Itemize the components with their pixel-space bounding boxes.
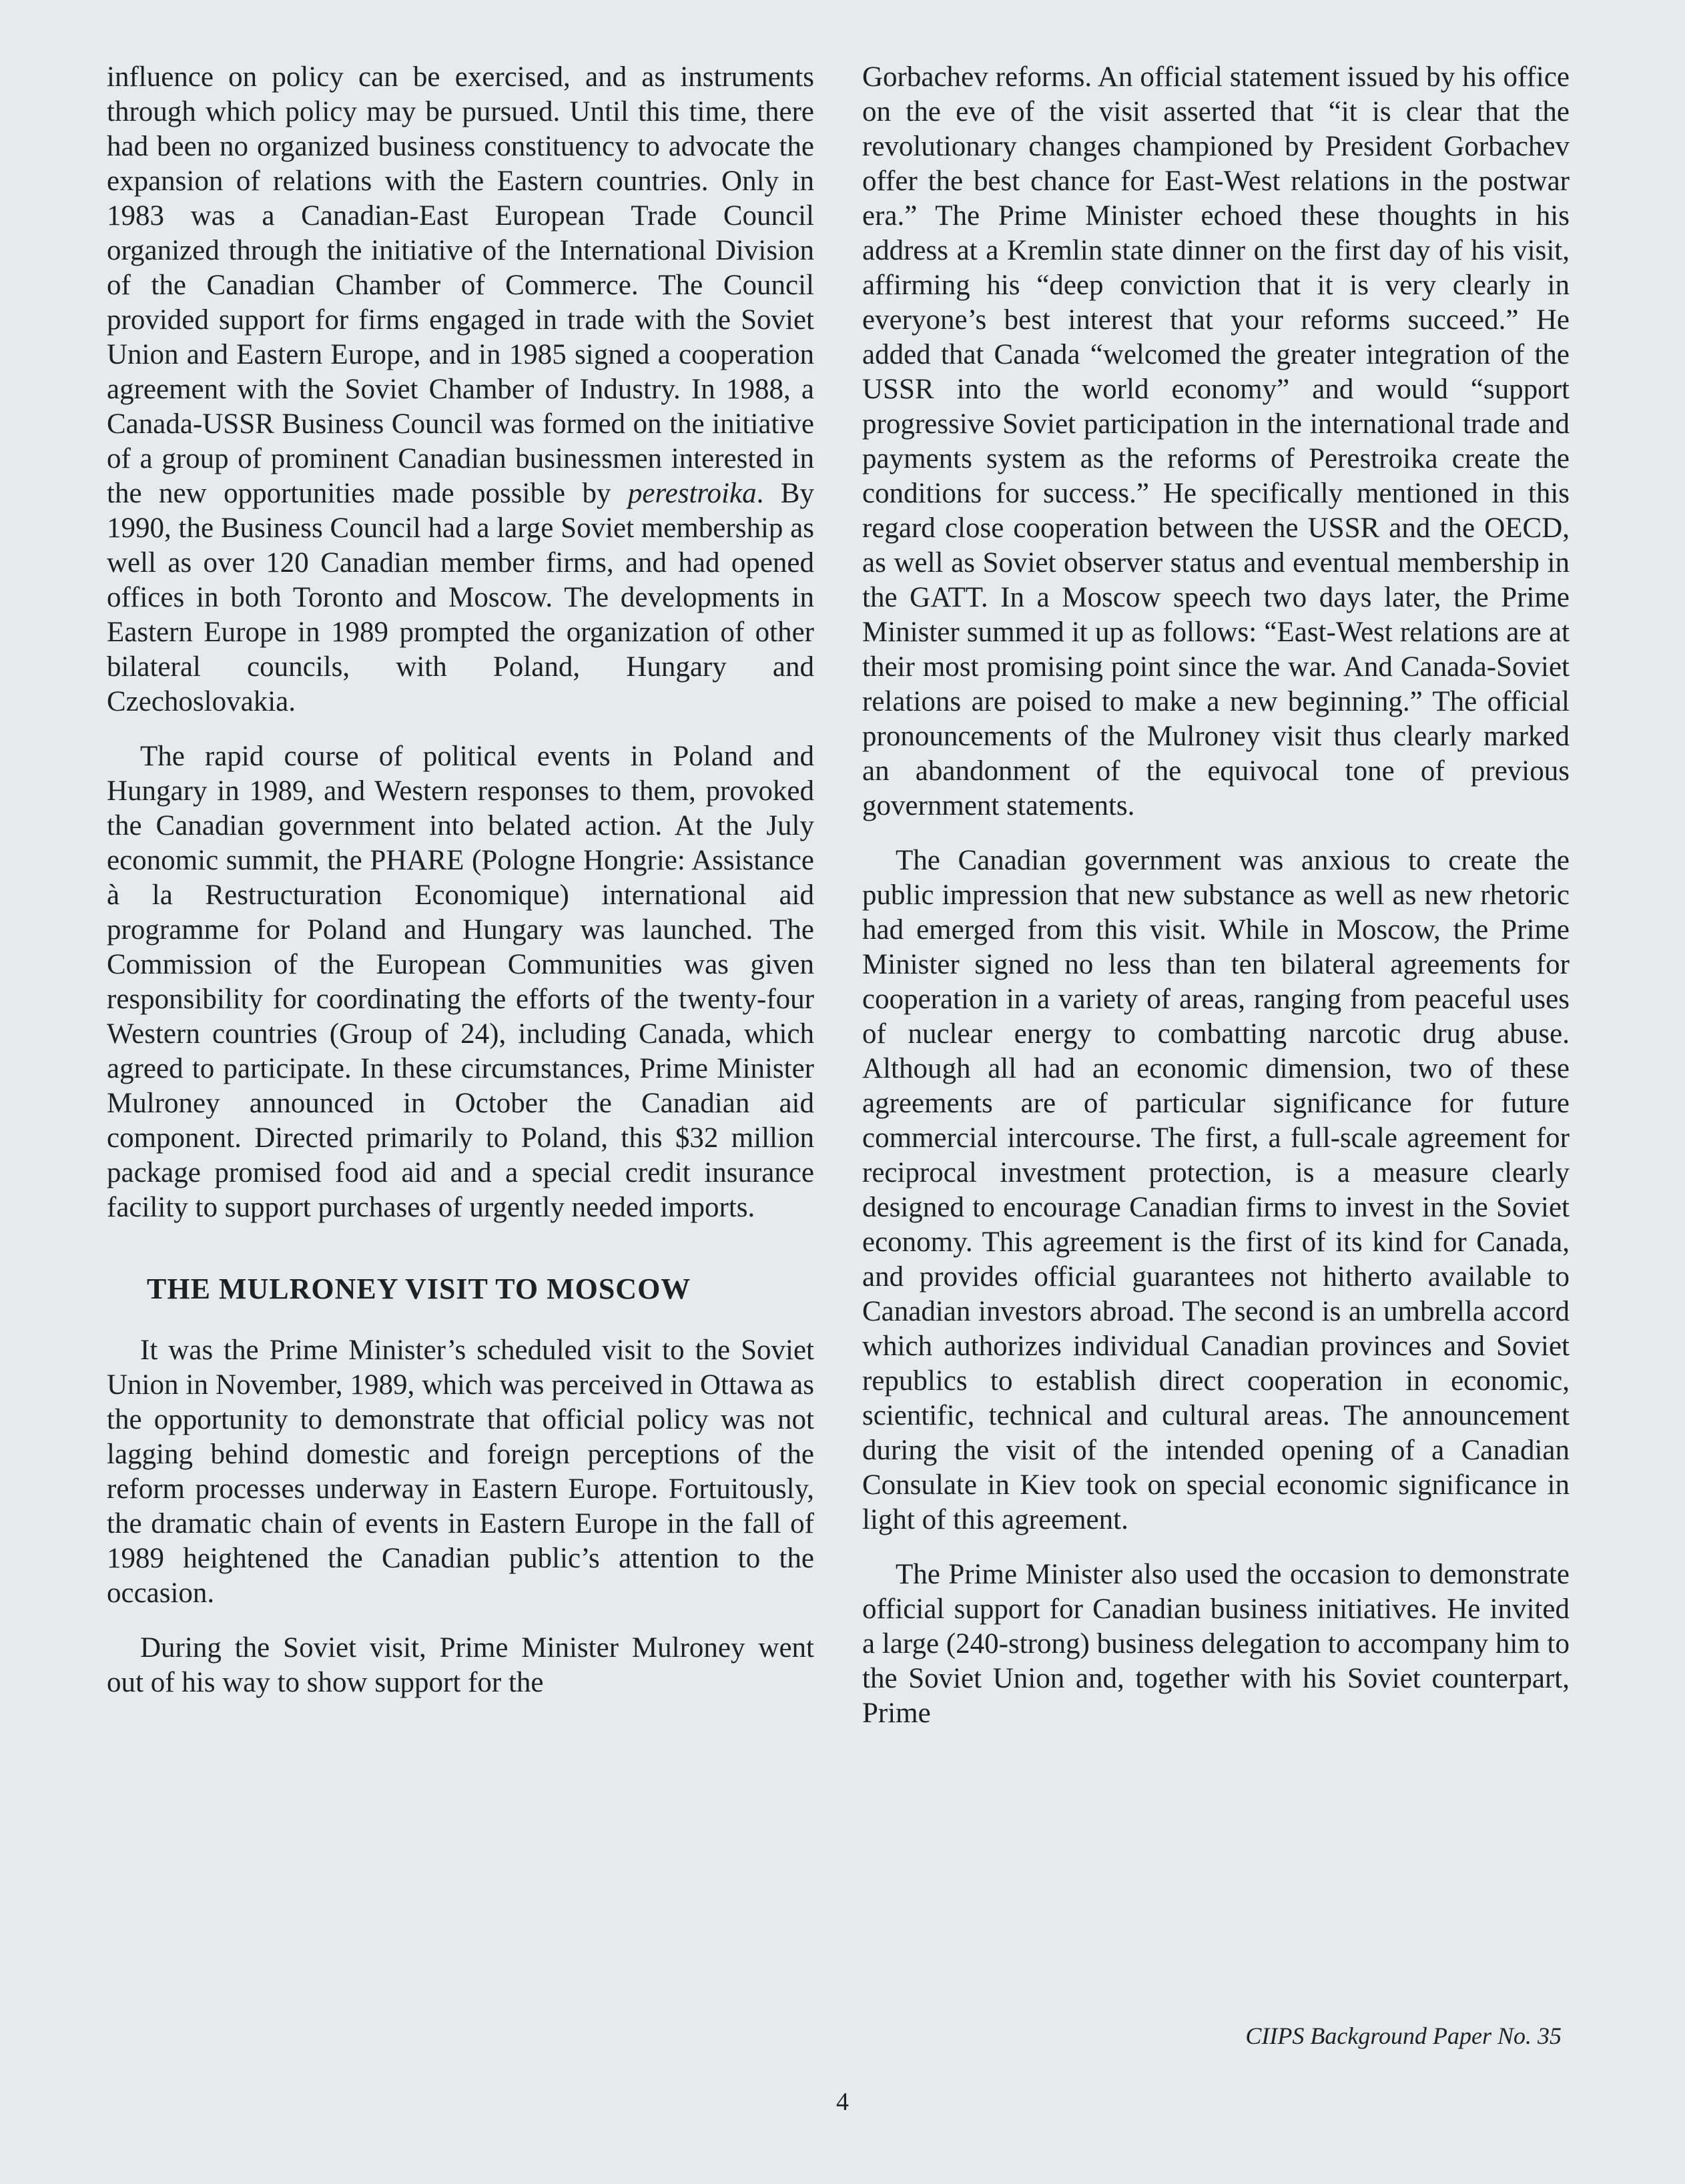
paragraph: It was the Prime Minister’s scheduled visit to the Soviet Union in November, 1989, which was perceived in Ottawa as the opportunity to demonstrate that official policy was not lagging behind domestic and foreign perceptions of the reform processes underway in Eastern Europe. Fortuitously, the dramatic chain of events in Eastern Europe in the fall of 1989 heightened the Canadian public’s attention to the occasion. [107,1335,814,1609]
italic-term: perestroika [627,478,757,509]
paragraph: The Canadian government was anxious to create the public impression that new substance as well as new rhetoric had emerged from this visit. While in Moscow, the Prime Minister signed no less than ten bilateral agreements for cooperation in a variety of areas, ranging from peaceful uses of nuclear energy to combatting narcotic drug abuse. Although all had an economic dimension, two of these agreements are of particular significance for future commercial intercourse. The first, a full-scale agreement for reciprocal investment protection, is a measure clearly designed to encourage Canadian firms to invest in the Soviet economy. This agreement is the first of its kind for Canada, and provides official guarantees not hitherto available to Canadian investors abroad. The second is an umbrella accord which authorizes individual Canadian provinces and Soviet republics to establish direct cooperation in economic, scientific, technical and cultural areas. The announcement during the visit of the intended opening of a Canadian Consulate in Kiev took on special economic significance in light of this agreement. [862,845,1570,1535]
paragraph: During the Soviet visit, Prime Minister Mulroney went out of his way to show support for the [107,1632,814,1698]
section-heading: THE MULRONEY VISIT TO MOSCOW [147,1272,691,1305]
page-number: 4 [836,2088,849,2116]
paragraph: The rapid course of political events in Poland and Hungary in 1989, and Western responses to them, provoked the Canadian government into belated action. At the July economic summit, the PHARE (Pologne Hongrie: Assistance à la Restructuration Economique) international aid programme for Poland and Hungary was launched. The Commission of the European Communities was given responsibility for coordinating the efforts of the twenty-four Western countries (Group of 24), including Canada, which agreed to participate. In these circumstances, Prime Minister Mulroney announced in October the Canadian aid component. Directed primarily to Poland, this $32 million package promised food aid and a special credit insurance facility to support purchases of urgently needed imports. [107,741,814,1223]
left-column [107,60,814,1720]
series-reference: CIIPS Background Paper No. 35 [1245,2023,1562,2049]
right-column [862,60,1570,1751]
paragraph: The Prime Minister also used the occasion to demonstrate official support for Canadian business initiatives. He invited a large (240-strong) business delegation to accompany him to the Soviet Union and, together with his Soviet counterpart, Prime [862,1559,1570,1729]
paragraph-text: influence on policy can be exercised, and as instruments through which policy may be pursued. Until this time, there had been no organized business constituency to advocate the expansion of relations with the Eastern countries. Only in 1983 was a Canadian-East European Trade Council organized through the initiative of the International Division of the Canadian Chamber of Commerce. The Council provided support for firms engaged in trade with the Soviet Union and Eastern Europe, and in 1985 signed a cooperation agreement with the Soviet Chamber of Industry. In 1988, a Canada-USSR Business Council was formed on the initiative of a group of prominent Canadian businessmen interested in the new opportunities made possible by [107,61,814,509]
paragraph-text: . By 1990, the Business Council had a large Soviet membership as well as over 120 Canadian member firms, and had opened offices in both Toronto and Moscow. The developments in Eastern Europe in 1989 prompted the organization of other bilateral councils, with Poland, Hungary and Czechoslovakia. [107,478,814,717]
paragraph: Gorbachev reforms. An official statement issued by his office on the eve of the visit asserted that “it is clear that the revolutionary changes championed by President Gorbachev offer the best chance for East-West relations in the postwar era.” The Prime Minister echoed these thoughts in his address at a Kremlin state dinner on the first day of his visit, affirming his “deep conviction that it is very clearly in everyone’s best interest that your reforms succeed.” He added that Canada “welcomed the greater integration of the USSR into the world economy” and would “support progressive Soviet participation in the international trade and payments system as the reforms of Perestroika create the conditions for success.” He specifically mentioned in this regard close cooperation between the USSR and the OECD, as well as Soviet observer status and eventual membership in the GATT. In a Moscow speech two days later, the Prime Minister summed it up as follows: “East-West relations are at their most promising point since the war. And Canada-Soviet relations are poised to make a new beginning.” The official pronouncements of the Mulroney visit thus clearly marked an abandonment of the equivocal tone of previous government statements. [862,61,1570,821]
paragraph [107,60,814,719]
